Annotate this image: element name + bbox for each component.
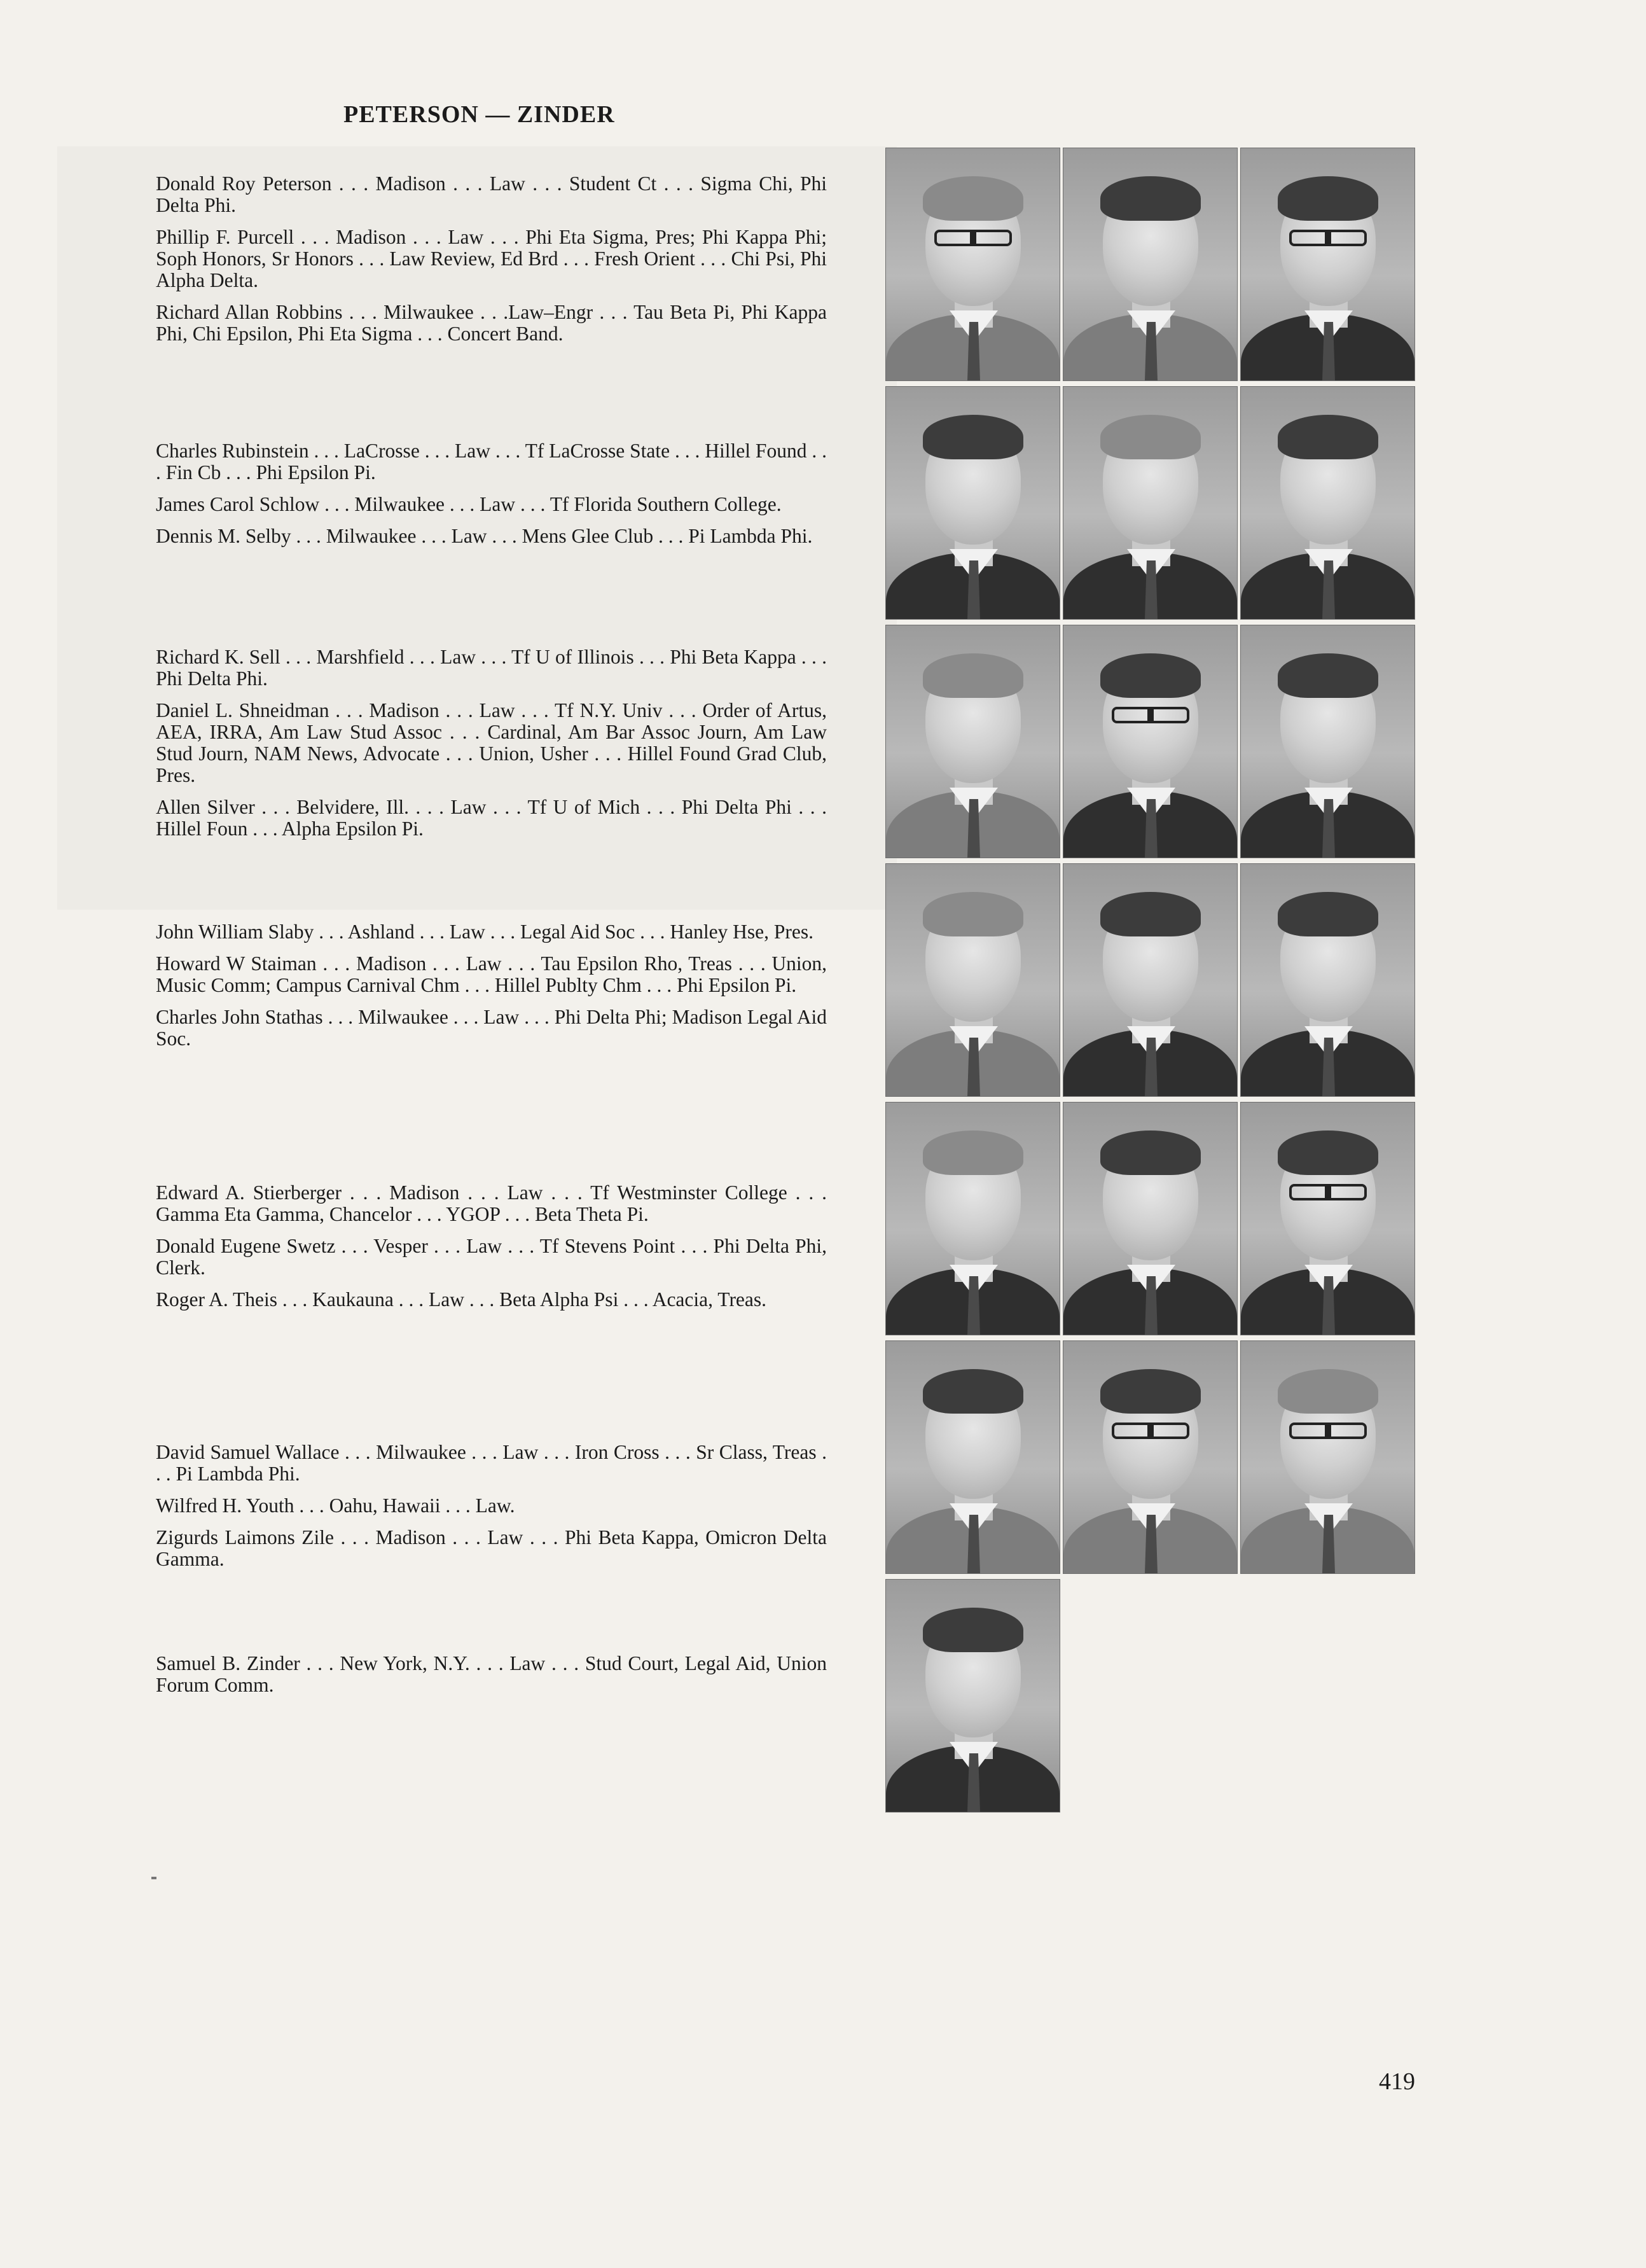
portrait-tie: [1145, 322, 1158, 380]
portrait-tie: [967, 322, 980, 380]
portrait-photo: [1240, 625, 1415, 858]
portrait-hair: [923, 1131, 1023, 1175]
portrait-hair: [1100, 653, 1201, 698]
entry-group: [156, 921, 827, 1060]
pencil-mark: [151, 1877, 156, 1879]
portrait-tie: [967, 799, 980, 858]
glasses-icon: [1289, 1184, 1367, 1200]
portrait-tie: [1322, 1276, 1335, 1335]
portrait-grid: [885, 148, 1415, 1812]
entry: Howard W Staiman . . . Madison . . . Law . . . Tau Epsilon Rho, Treas . . . Union, Music Comm; Campus Carnival Chm . . . Hillel Publty Chm . . . Phi Epsilon Pi.: [156, 952, 827, 996]
entry-group: [156, 1182, 827, 1321]
entry: Samuel B. Zinder . . . New York, N.Y. . . . Law . . . Stud Court, Legal Aid, Union Forum Comm.: [156, 1652, 827, 1696]
portrait-hair: [1100, 176, 1201, 221]
portrait-photo: [1240, 863, 1415, 1097]
glasses-icon: [1289, 1423, 1367, 1439]
entry: Roger A. Theis . . . Kaukauna . . . Law . . . Beta Alpha Psi . . . Acacia, Treas.: [156, 1288, 767, 1311]
entry: Allen Silver . . . Belvidere, Ill. . . . Law . . . Tf U of Mich . . . Phi Delta Phi . . . Hillel Foun . . . Alpha Epsilon Pi.: [156, 796, 827, 840]
entry: James Carol Schlow . . . Milwaukee . . . Law . . . Tf Florida Southern College.: [156, 493, 782, 515]
portrait-hair: [1100, 1369, 1201, 1414]
entry: Wilfred H. Youth . . . Oahu, Hawaii . . . Law.: [156, 1494, 515, 1517]
entry: John William Slaby . . . Ashland . . . Law . . . Legal Aid Soc . . . Hanley Hse, Pres.: [156, 921, 814, 943]
portrait-tie: [1322, 1515, 1335, 1573]
portrait-photo: [885, 1340, 1060, 1574]
portrait-photo: [1240, 1102, 1415, 1335]
glasses-icon: [1112, 1423, 1189, 1439]
entry-group: [156, 1653, 827, 1706]
glasses-icon: [1289, 230, 1367, 246]
portrait-tie: [1145, 560, 1158, 619]
portrait-photo: [1240, 1340, 1415, 1574]
running-head: PETERSON — ZINDER: [343, 101, 615, 128]
portrait-tie: [1145, 1276, 1158, 1335]
portrait-hair: [1100, 892, 1201, 936]
entry-group: [156, 1442, 827, 1580]
portrait-hair: [923, 415, 1023, 459]
portrait-tie: [1322, 322, 1335, 380]
entry: Phillip F. Purcell . . . Madison . . . Law . . . Phi Eta Sigma, Pres; Phi Kappa Phi; Soph Honors, Sr Honors . . . Law Review, Ed Brd . . . Fresh Orient . . . Chi Psi, Phi Alpha Delta.: [156, 226, 827, 291]
portrait-photo: [885, 1102, 1060, 1335]
portrait-tie: [967, 1515, 980, 1573]
portrait-hair: [1278, 1131, 1378, 1175]
portrait-photo: [1063, 1102, 1238, 1335]
portrait-photo: [1063, 386, 1238, 620]
portrait-hair: [1100, 1131, 1201, 1175]
portrait-hair: [923, 892, 1023, 936]
portrait-photo: [1240, 386, 1415, 620]
entry: Donald Roy Peterson . . . Madison . . . Law . . . Student Ct . . . Sigma Chi, Phi Delta Phi.: [156, 172, 827, 216]
portrait-hair: [1278, 892, 1378, 936]
entry-group: [156, 646, 827, 850]
entry: Richard Allan Robbins . . . Milwaukee . . .Law–Engr . . . Tau Beta Pi, Phi Kappa Phi, Chi Epsilon, Phi Eta Sigma . . . Concert Band.: [156, 301, 827, 345]
entry: Zigurds Laimons Zile . . . Madison . . . Law . . . Phi Beta Kappa, Omicron Delta Gamma.: [156, 1526, 827, 1570]
page-number: 419: [1379, 2068, 1415, 2095]
portrait-tie: [967, 1276, 980, 1335]
entry: David Samuel Wallace . . . Milwaukee . . . Law . . . Iron Cross . . . Sr Class, Treas . . . Pi Lambda Phi.: [156, 1441, 827, 1485]
portrait-tie: [967, 560, 980, 619]
entry: Charles John Stathas . . . Milwaukee . . . Law . . . Phi Delta Phi; Madison Legal Aid Soc.: [156, 1006, 827, 1050]
portrait-tie: [1145, 1038, 1158, 1096]
portrait-tie: [1322, 560, 1335, 619]
portrait-photo: [1063, 1340, 1238, 1574]
entry: Daniel L. Shneidman . . . Madison . . . Law . . . Tf N.Y. Univ . . . Order of Artus, AEA, IRRA, Am Law Stud Assoc . . . Cardinal, Am Bar Assoc Journ, Am Law Stud Journ, NAM News, Advocate . . . Union, Usher . . . Hillel Found Grad Club, Pres.: [156, 699, 827, 786]
portrait-hair: [923, 653, 1023, 698]
portrait-photo: [885, 386, 1060, 620]
portrait-hair: [1100, 415, 1201, 459]
portrait-photo: [1063, 863, 1238, 1097]
portrait-photo: [885, 863, 1060, 1097]
portrait-photo: [885, 148, 1060, 381]
portrait-hair: [1278, 1369, 1378, 1414]
portrait-tie: [967, 1753, 980, 1812]
glasses-icon: [934, 230, 1012, 246]
portrait-hair: [923, 1369, 1023, 1414]
portrait-photo: [885, 625, 1060, 858]
portrait-tie: [1145, 1515, 1158, 1573]
portrait-hair: [923, 176, 1023, 221]
portrait-hair: [1278, 415, 1378, 459]
portrait-photo: [1240, 148, 1415, 381]
portrait-tie: [967, 1038, 980, 1096]
entry: Richard K. Sell . . . Marshfield . . . Law . . . Tf U of Illinois . . . Phi Beta Kappa . . . Phi Delta Phi.: [156, 646, 827, 690]
entry: Dennis M. Selby . . . Milwaukee . . . Law . . . Mens Glee Club . . . Pi Lambda Phi.: [156, 525, 813, 547]
portrait-hair: [1278, 176, 1378, 221]
portrait-tie: [1145, 799, 1158, 858]
entry-group: [156, 440, 827, 557]
entry: Donald Eugene Swetz . . . Vesper . . . Law . . . Tf Stevens Point . . . Phi Delta Phi, Clerk.: [156, 1235, 827, 1279]
portrait-hair: [1278, 653, 1378, 698]
entry: Charles Rubinstein . . . LaCrosse . . . Law . . . Tf LaCrosse State . . . Hillel Found . . . Fin Cb . . . Phi Epsilon Pi.: [156, 440, 827, 484]
entry: Edward A. Stierberger . . . Madison . . . Law . . . Tf Westminster College . . . Gamma Eta Gamma, Chancelor . . . YGOP . . . Beta Theta Pi.: [156, 1181, 827, 1225]
portrait-photo: [1063, 625, 1238, 858]
portrait-photo: [885, 1579, 1060, 1812]
portrait-tie: [1322, 1038, 1335, 1096]
portrait-hair: [923, 1608, 1023, 1652]
glasses-icon: [1112, 707, 1189, 723]
entry-group: [156, 173, 827, 355]
portrait-photo: [1063, 148, 1238, 381]
portrait-tie: [1322, 799, 1335, 858]
